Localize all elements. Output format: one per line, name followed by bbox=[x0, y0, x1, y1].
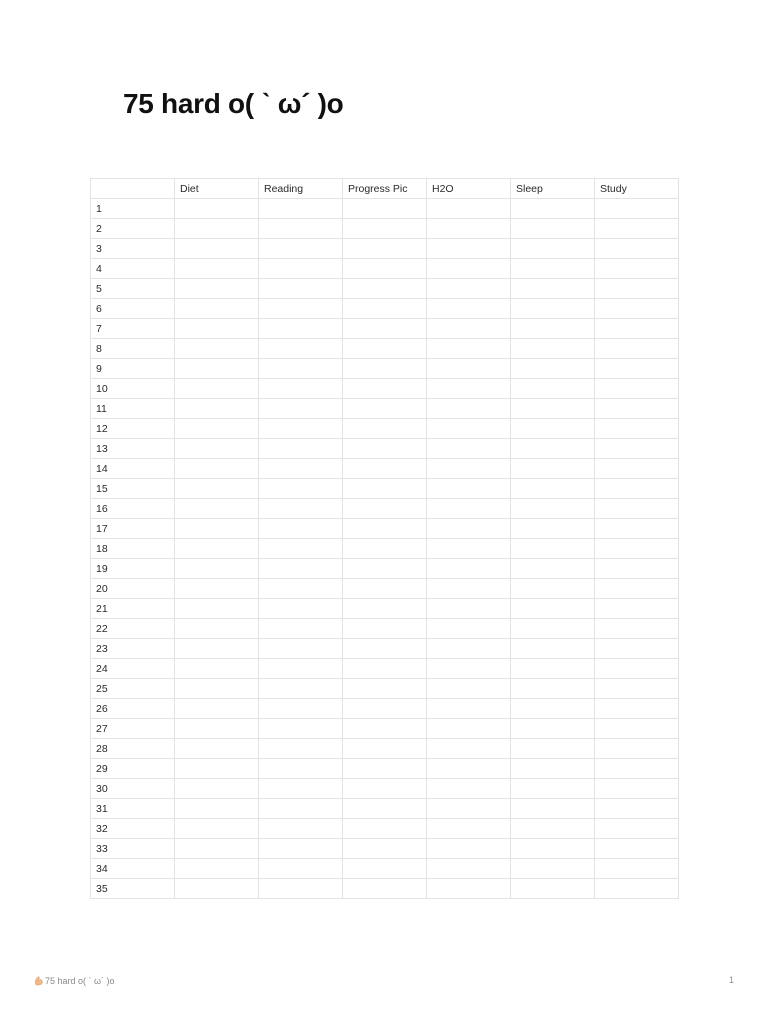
tracker-cell[interactable] bbox=[343, 219, 427, 239]
tracker-cell[interactable] bbox=[343, 319, 427, 339]
tracker-cell[interactable] bbox=[343, 359, 427, 379]
table-row bbox=[91, 339, 679, 359]
tracker-cell[interactable] bbox=[175, 479, 259, 499]
tracker-cell[interactable] bbox=[511, 259, 595, 279]
tracker-cell[interactable] bbox=[343, 559, 427, 579]
day-number-cell: 32 bbox=[91, 819, 175, 839]
tracker-cell[interactable] bbox=[175, 359, 259, 379]
tracker-cell[interactable] bbox=[595, 499, 679, 519]
tracker-cell[interactable] bbox=[511, 339, 595, 359]
tracker-cell[interactable] bbox=[511, 599, 595, 619]
tracker-cell[interactable] bbox=[595, 459, 679, 479]
tracker-cell[interactable] bbox=[511, 319, 595, 339]
tracker-cell[interactable] bbox=[511, 519, 595, 539]
tracker-cell[interactable] bbox=[259, 679, 343, 699]
tracker-cell[interactable] bbox=[343, 519, 427, 539]
tracker-cell[interactable] bbox=[343, 839, 427, 859]
tracker-cell[interactable] bbox=[427, 539, 511, 559]
tracker-cell[interactable] bbox=[175, 459, 259, 479]
tracker-cell[interactable] bbox=[343, 479, 427, 499]
table-body bbox=[91, 199, 679, 899]
table-row bbox=[91, 399, 679, 419]
tracker-cell[interactable] bbox=[427, 219, 511, 239]
tracker-cell[interactable] bbox=[259, 639, 343, 659]
tracker-cell[interactable] bbox=[595, 279, 679, 299]
tracker-cell[interactable] bbox=[511, 759, 595, 779]
table-row bbox=[91, 699, 679, 719]
tracker-cell[interactable] bbox=[427, 879, 511, 899]
tracker-cell[interactable] bbox=[595, 539, 679, 559]
tracker-cell[interactable] bbox=[511, 679, 595, 699]
page-title: 75 hard o( ˋ ω´ )o bbox=[123, 88, 344, 119]
tracker-cell[interactable] bbox=[175, 619, 259, 639]
tracker-cell[interactable] bbox=[427, 359, 511, 379]
column-header: Progress Pic bbox=[343, 179, 427, 199]
tracker-cell[interactable] bbox=[595, 259, 679, 279]
tracker-cell[interactable] bbox=[175, 199, 259, 219]
tracker-cell[interactable] bbox=[511, 719, 595, 739]
tracker-cell[interactable] bbox=[511, 219, 595, 239]
day-number-cell: 25 bbox=[91, 679, 175, 699]
tracker-cell[interactable] bbox=[427, 839, 511, 859]
table-row bbox=[91, 579, 679, 599]
day-number-cell: 6 bbox=[91, 299, 175, 319]
flexed-biceps-icon bbox=[34, 975, 44, 986]
tracker-cell[interactable] bbox=[427, 699, 511, 719]
tracker-cell[interactable] bbox=[343, 599, 427, 619]
tracker-cell[interactable] bbox=[259, 379, 343, 399]
table-row bbox=[91, 559, 679, 579]
tracker-cell[interactable] bbox=[511, 279, 595, 299]
column-header: Diet bbox=[175, 179, 259, 199]
tracker-cell[interactable] bbox=[595, 299, 679, 319]
tracker-cell[interactable] bbox=[175, 759, 259, 779]
tracker-cell[interactable] bbox=[343, 619, 427, 639]
day-number-cell: 5 bbox=[91, 279, 175, 299]
tracker-cell[interactable] bbox=[175, 299, 259, 319]
tracker-cell[interactable] bbox=[595, 559, 679, 579]
day-number-cell: 20 bbox=[91, 579, 175, 599]
day-number-cell: 27 bbox=[91, 719, 175, 739]
column-header: Study bbox=[595, 179, 679, 199]
tracker-cell[interactable] bbox=[259, 559, 343, 579]
tracker-cell[interactable] bbox=[427, 799, 511, 819]
footer-title bbox=[34, 975, 115, 986]
tracker-cell[interactable] bbox=[175, 779, 259, 799]
tracker-cell[interactable] bbox=[595, 519, 679, 539]
day-number-cell: 15 bbox=[91, 479, 175, 499]
day-number-cell: 10 bbox=[91, 379, 175, 399]
tracker-cell[interactable] bbox=[343, 879, 427, 899]
tracker-cell[interactable] bbox=[343, 439, 427, 459]
tracker-cell[interactable] bbox=[511, 739, 595, 759]
tracker-cell[interactable] bbox=[511, 859, 595, 879]
table-row bbox=[91, 619, 679, 639]
tracker-cell[interactable] bbox=[343, 739, 427, 759]
tracker-cell[interactable] bbox=[427, 319, 511, 339]
tracker-cell[interactable] bbox=[595, 579, 679, 599]
day-number-cell: 16 bbox=[91, 499, 175, 519]
tracker-cell[interactable] bbox=[511, 659, 595, 679]
day-number-cell: 14 bbox=[91, 459, 175, 479]
tracker-cell[interactable] bbox=[427, 739, 511, 759]
tracker-cell[interactable] bbox=[427, 279, 511, 299]
tracker-cell[interactable] bbox=[175, 419, 259, 439]
tracker-cell[interactable] bbox=[427, 519, 511, 539]
table-row bbox=[91, 239, 679, 259]
tracker-cell[interactable] bbox=[595, 199, 679, 219]
tracker-cell[interactable] bbox=[595, 219, 679, 239]
tracker-cell[interactable] bbox=[259, 279, 343, 299]
table-row bbox=[91, 319, 679, 339]
tracker-cell[interactable] bbox=[259, 659, 343, 679]
tracker-cell[interactable] bbox=[259, 419, 343, 439]
tracker-cell[interactable] bbox=[595, 739, 679, 759]
table-row bbox=[91, 299, 679, 319]
tracker-cell[interactable] bbox=[511, 439, 595, 459]
tracker-cell[interactable] bbox=[595, 239, 679, 259]
tracker-cell[interactable] bbox=[427, 459, 511, 479]
tracker-cell[interactable] bbox=[511, 479, 595, 499]
tracker-cell[interactable] bbox=[343, 279, 427, 299]
tracker-cell[interactable] bbox=[427, 719, 511, 739]
tracker-cell[interactable] bbox=[595, 399, 679, 419]
day-number-cell: 28 bbox=[91, 739, 175, 759]
tracker-cell[interactable] bbox=[259, 599, 343, 619]
tracker-cell[interactable] bbox=[259, 539, 343, 559]
tracker-cell[interactable] bbox=[175, 559, 259, 579]
table-row bbox=[91, 639, 679, 659]
tracker-cell[interactable] bbox=[175, 379, 259, 399]
table-header-row bbox=[91, 179, 679, 199]
tracker-cell[interactable] bbox=[343, 239, 427, 259]
day-number-cell: 34 bbox=[91, 859, 175, 879]
tracker-cell[interactable] bbox=[427, 859, 511, 879]
tracker-cell[interactable] bbox=[511, 459, 595, 479]
tracker-cell[interactable] bbox=[175, 659, 259, 679]
table-row bbox=[91, 479, 679, 499]
tracker-cell[interactable] bbox=[175, 219, 259, 239]
tracker-cell[interactable] bbox=[595, 639, 679, 659]
tracker-cell[interactable] bbox=[259, 339, 343, 359]
day-number-cell: 30 bbox=[91, 779, 175, 799]
tracker-cell[interactable] bbox=[511, 839, 595, 859]
tracker-cell[interactable] bbox=[175, 879, 259, 899]
tracker-cell[interactable] bbox=[595, 319, 679, 339]
tracker-cell[interactable] bbox=[175, 799, 259, 819]
day-number-cell: 26 bbox=[91, 699, 175, 719]
table-row bbox=[91, 519, 679, 539]
tracker-cell[interactable] bbox=[259, 799, 343, 819]
table-row bbox=[91, 539, 679, 559]
tracker-cell[interactable] bbox=[595, 419, 679, 439]
tracker-cell[interactable] bbox=[511, 779, 595, 799]
tracker-cell[interactable] bbox=[175, 679, 259, 699]
tracker-cell[interactable] bbox=[259, 439, 343, 459]
header-corner-cell bbox=[91, 179, 175, 199]
table-row bbox=[91, 759, 679, 779]
tracker-cell[interactable] bbox=[175, 599, 259, 619]
tracker-cell[interactable] bbox=[595, 679, 679, 699]
day-number-cell: 4 bbox=[91, 259, 175, 279]
tracker-cell[interactable] bbox=[595, 339, 679, 359]
tracker-cell[interactable] bbox=[343, 299, 427, 319]
tracker-cell[interactable] bbox=[175, 239, 259, 259]
tracker-cell[interactable] bbox=[259, 879, 343, 899]
tracker-cell[interactable] bbox=[343, 779, 427, 799]
tracker-cell[interactable] bbox=[175, 699, 259, 719]
table-row bbox=[91, 679, 679, 699]
tracker-cell[interactable] bbox=[175, 519, 259, 539]
tracker-cell[interactable] bbox=[343, 859, 427, 879]
tracker-cell[interactable] bbox=[427, 819, 511, 839]
tracker-cell[interactable] bbox=[259, 619, 343, 639]
tracker-cell[interactable] bbox=[595, 839, 679, 859]
table-row bbox=[91, 599, 679, 619]
tracker-cell[interactable] bbox=[259, 719, 343, 739]
tracker-cell[interactable] bbox=[259, 219, 343, 239]
day-number-cell: 12 bbox=[91, 419, 175, 439]
habit-tracker-table bbox=[90, 178, 679, 899]
day-number-cell: 7 bbox=[91, 319, 175, 339]
tracker-cell[interactable] bbox=[595, 659, 679, 679]
tracker-cell[interactable] bbox=[259, 239, 343, 259]
tracker-cell[interactable] bbox=[259, 859, 343, 879]
table-row bbox=[91, 259, 679, 279]
tracker-cell[interactable] bbox=[427, 659, 511, 679]
tracker-cell[interactable] bbox=[343, 199, 427, 219]
tracker-cell[interactable] bbox=[427, 619, 511, 639]
tracker-cell[interactable] bbox=[343, 459, 427, 479]
table-row bbox=[91, 839, 679, 859]
tracker-cell[interactable] bbox=[511, 299, 595, 319]
tracker-cell[interactable] bbox=[427, 779, 511, 799]
tracker-cell[interactable] bbox=[343, 259, 427, 279]
tracker-cell[interactable] bbox=[511, 639, 595, 659]
day-number-cell: 19 bbox=[91, 559, 175, 579]
day-number-cell: 3 bbox=[91, 239, 175, 259]
tracker-cell[interactable] bbox=[427, 239, 511, 259]
tracker-cell[interactable] bbox=[259, 299, 343, 319]
tracker-cell[interactable] bbox=[511, 559, 595, 579]
table-row bbox=[91, 439, 679, 459]
tracker-cell[interactable] bbox=[259, 779, 343, 799]
tracker-cell[interactable] bbox=[343, 579, 427, 599]
table-row bbox=[91, 499, 679, 519]
tracker-cell[interactable] bbox=[511, 879, 595, 899]
tracker-cell[interactable] bbox=[511, 799, 595, 819]
tracker-cell[interactable] bbox=[427, 679, 511, 699]
day-number-cell: 24 bbox=[91, 659, 175, 679]
table-row bbox=[91, 219, 679, 239]
day-number-cell: 2 bbox=[91, 219, 175, 239]
tracker-cell[interactable] bbox=[175, 639, 259, 659]
tracker-cell[interactable] bbox=[595, 599, 679, 619]
tracker-cell[interactable] bbox=[595, 359, 679, 379]
tracker-cell[interactable] bbox=[175, 719, 259, 739]
table-row bbox=[91, 819, 679, 839]
tracker-cell[interactable] bbox=[259, 319, 343, 339]
tracker-cell[interactable] bbox=[427, 579, 511, 599]
tracker-cell[interactable] bbox=[259, 579, 343, 599]
tracker-cell[interactable] bbox=[427, 439, 511, 459]
table-row bbox=[91, 719, 679, 739]
day-number-cell: 13 bbox=[91, 439, 175, 459]
tracker-cell[interactable] bbox=[259, 819, 343, 839]
tracker-cell[interactable] bbox=[511, 579, 595, 599]
tracker-cell[interactable] bbox=[175, 439, 259, 459]
column-header: Reading bbox=[259, 179, 343, 199]
tracker-cell[interactable] bbox=[259, 199, 343, 219]
tracker-cell[interactable] bbox=[595, 719, 679, 739]
table-row bbox=[91, 419, 679, 439]
tracker-cell[interactable] bbox=[595, 439, 679, 459]
tracker-cell[interactable] bbox=[427, 759, 511, 779]
day-number-cell: 35 bbox=[91, 879, 175, 899]
day-number-cell: 22 bbox=[91, 619, 175, 639]
tracker-cell[interactable] bbox=[175, 539, 259, 559]
table-row bbox=[91, 659, 679, 679]
tracker-cell[interactable] bbox=[175, 399, 259, 419]
table-row bbox=[91, 859, 679, 879]
tracker-cell[interactable] bbox=[511, 539, 595, 559]
tracker-cell[interactable] bbox=[511, 379, 595, 399]
tracker-cell[interactable] bbox=[427, 199, 511, 219]
tracker-cell[interactable] bbox=[259, 839, 343, 859]
tracker-cell[interactable] bbox=[175, 739, 259, 759]
tracker-cell[interactable] bbox=[259, 499, 343, 519]
column-header: H2O bbox=[427, 179, 511, 199]
tracker-cell[interactable] bbox=[259, 739, 343, 759]
tracker-cell[interactable] bbox=[343, 819, 427, 839]
tracker-cell[interactable] bbox=[175, 339, 259, 359]
table-row bbox=[91, 359, 679, 379]
tracker-cell[interactable] bbox=[343, 679, 427, 699]
tracker-cell[interactable] bbox=[343, 499, 427, 519]
tracker-cell[interactable] bbox=[595, 779, 679, 799]
tracker-cell[interactable] bbox=[175, 279, 259, 299]
tracker-cell[interactable] bbox=[343, 379, 427, 399]
tracker-cell[interactable] bbox=[175, 819, 259, 839]
tracker-cell[interactable] bbox=[595, 799, 679, 819]
table-row bbox=[91, 379, 679, 399]
tracker-cell[interactable] bbox=[427, 399, 511, 419]
table-row bbox=[91, 799, 679, 819]
footer-title-text: 75 hard o( ˋ ω´ )o bbox=[45, 975, 115, 986]
tracker-cell[interactable] bbox=[259, 399, 343, 419]
tracker-cell[interactable] bbox=[427, 339, 511, 359]
tracker-cell[interactable] bbox=[259, 759, 343, 779]
table-row bbox=[91, 779, 679, 799]
tracker-cell[interactable] bbox=[343, 399, 427, 419]
tracker-cell[interactable] bbox=[175, 859, 259, 879]
tracker-cell[interactable] bbox=[511, 419, 595, 439]
day-number-cell: 29 bbox=[91, 759, 175, 779]
tracker-cell[interactable] bbox=[259, 359, 343, 379]
tracker-cell[interactable] bbox=[175, 499, 259, 519]
table-row bbox=[91, 199, 679, 219]
table-row bbox=[91, 739, 679, 759]
tracker-cell[interactable] bbox=[511, 699, 595, 719]
table-row bbox=[91, 459, 679, 479]
tracker-cell[interactable] bbox=[595, 379, 679, 399]
tracker-cell[interactable] bbox=[511, 619, 595, 639]
tracker-cell[interactable] bbox=[427, 599, 511, 619]
tracker-cell[interactable] bbox=[511, 399, 595, 419]
tracker-cell[interactable] bbox=[427, 559, 511, 579]
tracker-cell[interactable] bbox=[595, 619, 679, 639]
tracker-cell[interactable] bbox=[343, 699, 427, 719]
tracker-cell[interactable] bbox=[427, 499, 511, 519]
tracker-cell[interactable] bbox=[427, 639, 511, 659]
tracker-cell[interactable] bbox=[343, 639, 427, 659]
day-number-cell: 21 bbox=[91, 599, 175, 619]
tracker-cell[interactable] bbox=[427, 299, 511, 319]
day-number-cell: 31 bbox=[91, 799, 175, 819]
tracker-cell[interactable] bbox=[175, 319, 259, 339]
tracker-cell[interactable] bbox=[595, 859, 679, 879]
tracker-cell[interactable] bbox=[595, 759, 679, 779]
day-number-cell: 33 bbox=[91, 839, 175, 859]
day-number-cell: 11 bbox=[91, 399, 175, 419]
day-number-cell: 18 bbox=[91, 539, 175, 559]
tracker-cell[interactable] bbox=[511, 199, 595, 219]
tracker-cell[interactable] bbox=[427, 259, 511, 279]
tracker-cell[interactable] bbox=[343, 759, 427, 779]
tracker-cell[interactable] bbox=[427, 379, 511, 399]
tracker-cell[interactable] bbox=[343, 719, 427, 739]
tracker-cell[interactable] bbox=[259, 459, 343, 479]
tracker-cell[interactable] bbox=[343, 539, 427, 559]
column-header: Sleep bbox=[511, 179, 595, 199]
tracker-cell[interactable] bbox=[427, 419, 511, 439]
table-row bbox=[91, 879, 679, 899]
tracker-cell[interactable] bbox=[343, 799, 427, 819]
tracker-cell[interactable] bbox=[175, 579, 259, 599]
tracker-cell[interactable] bbox=[343, 659, 427, 679]
tracker-cell[interactable] bbox=[175, 839, 259, 859]
tracker-cell[interactable] bbox=[511, 239, 595, 259]
tracker-cell[interactable] bbox=[259, 259, 343, 279]
tracker-cell[interactable] bbox=[511, 819, 595, 839]
tracker-cell[interactable] bbox=[175, 259, 259, 279]
tracker-cell[interactable] bbox=[427, 479, 511, 499]
tracker-cell[interactable] bbox=[511, 359, 595, 379]
table-row bbox=[91, 279, 679, 299]
tracker-cell[interactable] bbox=[595, 479, 679, 499]
tracker-cell[interactable] bbox=[259, 699, 343, 719]
tracker-cell[interactable] bbox=[511, 499, 595, 519]
day-number-cell: 8 bbox=[91, 339, 175, 359]
tracker-cell[interactable] bbox=[259, 479, 343, 499]
day-number-cell: 17 bbox=[91, 519, 175, 539]
tracker-cell[interactable] bbox=[343, 339, 427, 359]
tracker-cell[interactable] bbox=[259, 519, 343, 539]
tracker-cell[interactable] bbox=[343, 419, 427, 439]
day-number-cell: 23 bbox=[91, 639, 175, 659]
tracker-cell[interactable] bbox=[595, 819, 679, 839]
tracker-cell[interactable] bbox=[595, 699, 679, 719]
day-number-cell: 9 bbox=[91, 359, 175, 379]
day-number-cell: 1 bbox=[91, 199, 175, 219]
tracker-cell[interactable] bbox=[595, 879, 679, 899]
page-number: 1 bbox=[728, 975, 734, 985]
